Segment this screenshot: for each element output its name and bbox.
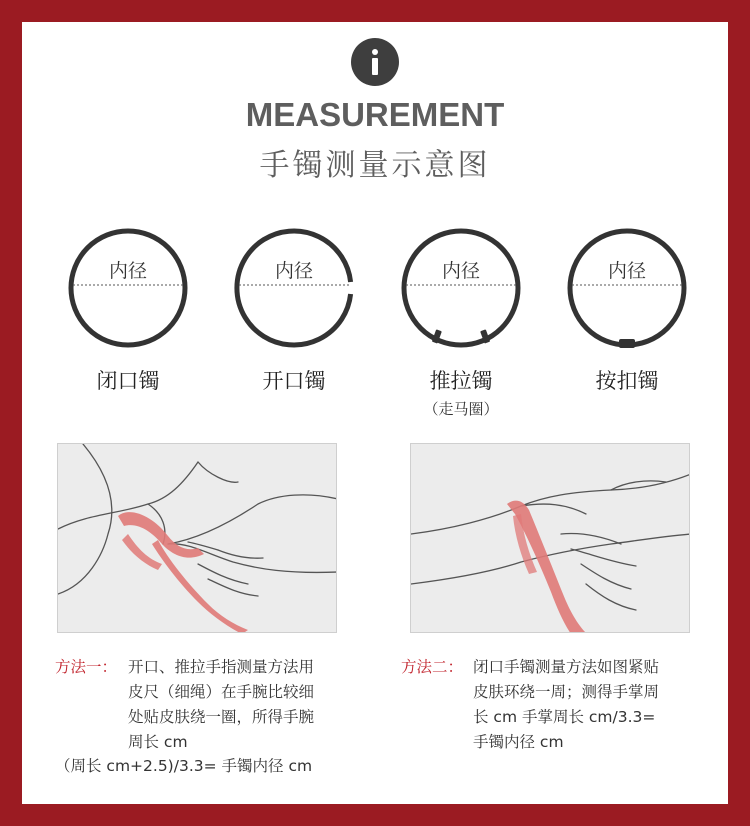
palm-measurement-illustration [410,443,690,633]
bracelet-types [0,226,750,416]
method-one-line: 开口、推拉手指测量方法用 [128,658,315,676]
method-two-line: 手镯内径 cm [473,733,564,751]
push-pull-bracelet-icon [399,226,523,350]
closed-bracelet-icon [66,226,190,350]
info-icon [351,38,399,86]
method-one-line: （周长 cm+2.5)/3.3= 手镯内径 cm [55,757,313,775]
bracelet-type-name: 闭口镯 [96,369,160,393]
title-english: MEASUREMENT [245,96,505,133]
method-one-line: 周长 cm [128,733,188,751]
snap-bracelet-icon [565,226,689,350]
method-two-label: 方法二： [401,658,464,676]
inner-diameter-label: 内径 [108,260,147,282]
method-one-line: 处贴皮肤绕一圈，所得手腕 [128,708,315,726]
method-two-line: 闭口手镯测量方法如图紧贴 [473,658,660,676]
bracelet-type-subtitle: （走马圈） [423,400,499,418]
method-two-line: 皮肤环绕一周；测得手掌周 [473,683,660,701]
wrist-measurement-illustration [57,443,337,633]
bracelet-type-name: 按扣镯 [595,369,659,393]
method-two-line: 长 cm 手掌周长 cm/3.3= [473,708,656,726]
title-chinese: 手镯测量示意图 [259,148,491,183]
inner-diameter-label: 内径 [274,260,313,282]
inner-diameter-label: 内径 [441,260,480,282]
bracelet-type-name: 开口镯 [262,369,326,393]
inner-diameter-label: 内径 [607,260,646,282]
bracelet-type-name: 推拉镯 [429,369,493,393]
method-one-label: 方法一： [55,658,118,676]
open-bracelet-icon [232,226,356,350]
method-one-line: 皮尺（细绳）在手腕比较细 [128,683,315,701]
